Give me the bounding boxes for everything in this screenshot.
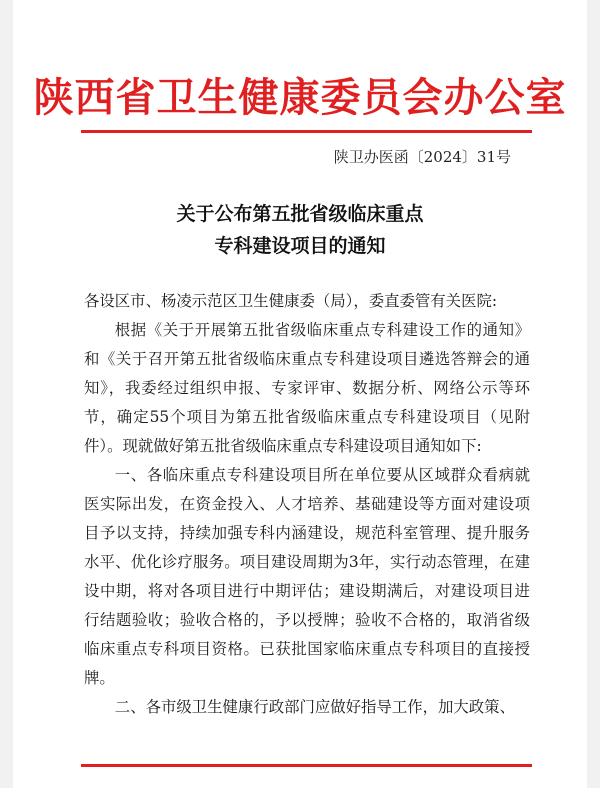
addressee: 各设区市、杨凌示范区卫生健康委（局），委直委管有关医院: — [84, 292, 498, 310]
document-page — [13, 0, 587, 788]
body-paragraph: 根据《关于开展第五批省级临床重点专科建设工作的通知》和《关于召开第五批省级临床重点专科建设项目遴选答辩会的通知》，我委经过组织申报、专家评审、数据分析、网络公示等环节，确定55个项目为第五批省级临床重点专科建设项目（见附件）。现就做好第五批省级临床重点专科建设项目通知如下: — [84, 321, 530, 455]
footer-red-rule — [81, 764, 532, 767]
body-paragraph: 一、各临床重点专科建设项目所在单位要从区域群众看病就医实际出发，在资金投入、人才培养、基础建设等方面对建设项目予以支持，持续加强专科内涵建设，规范科室管理、提升服务水平、优化诊疗服务。项目建设周期为3年，实行动态管理，在建设中期，将对各项目进行中期评估；建设期满后，对建设项目进行结题验收；验收合格的，予以授牌；验收不合格的，取消省级临床重点专科项目资格。已获批国家临床重点专科项目的直接授牌。 — [84, 466, 530, 687]
document-title-line-1: 关于公布第五批省级临床重点 — [176, 203, 424, 225]
body-paragraph: 二、各市级卫生健康行政部门应做好指导工作，加大政策、 — [114, 698, 515, 716]
letterhead-org-name: 陕西省卫生健康委员会办公室 — [33, 74, 567, 121]
document-number: 陕卫办医函〔2024〕31号 — [333, 148, 511, 166]
document-title-line-2: 专科建设项目的通知 — [214, 235, 386, 257]
letterhead-red-rule — [81, 130, 532, 133]
document-title — [13, 198, 587, 262]
document-body — [84, 287, 530, 722]
